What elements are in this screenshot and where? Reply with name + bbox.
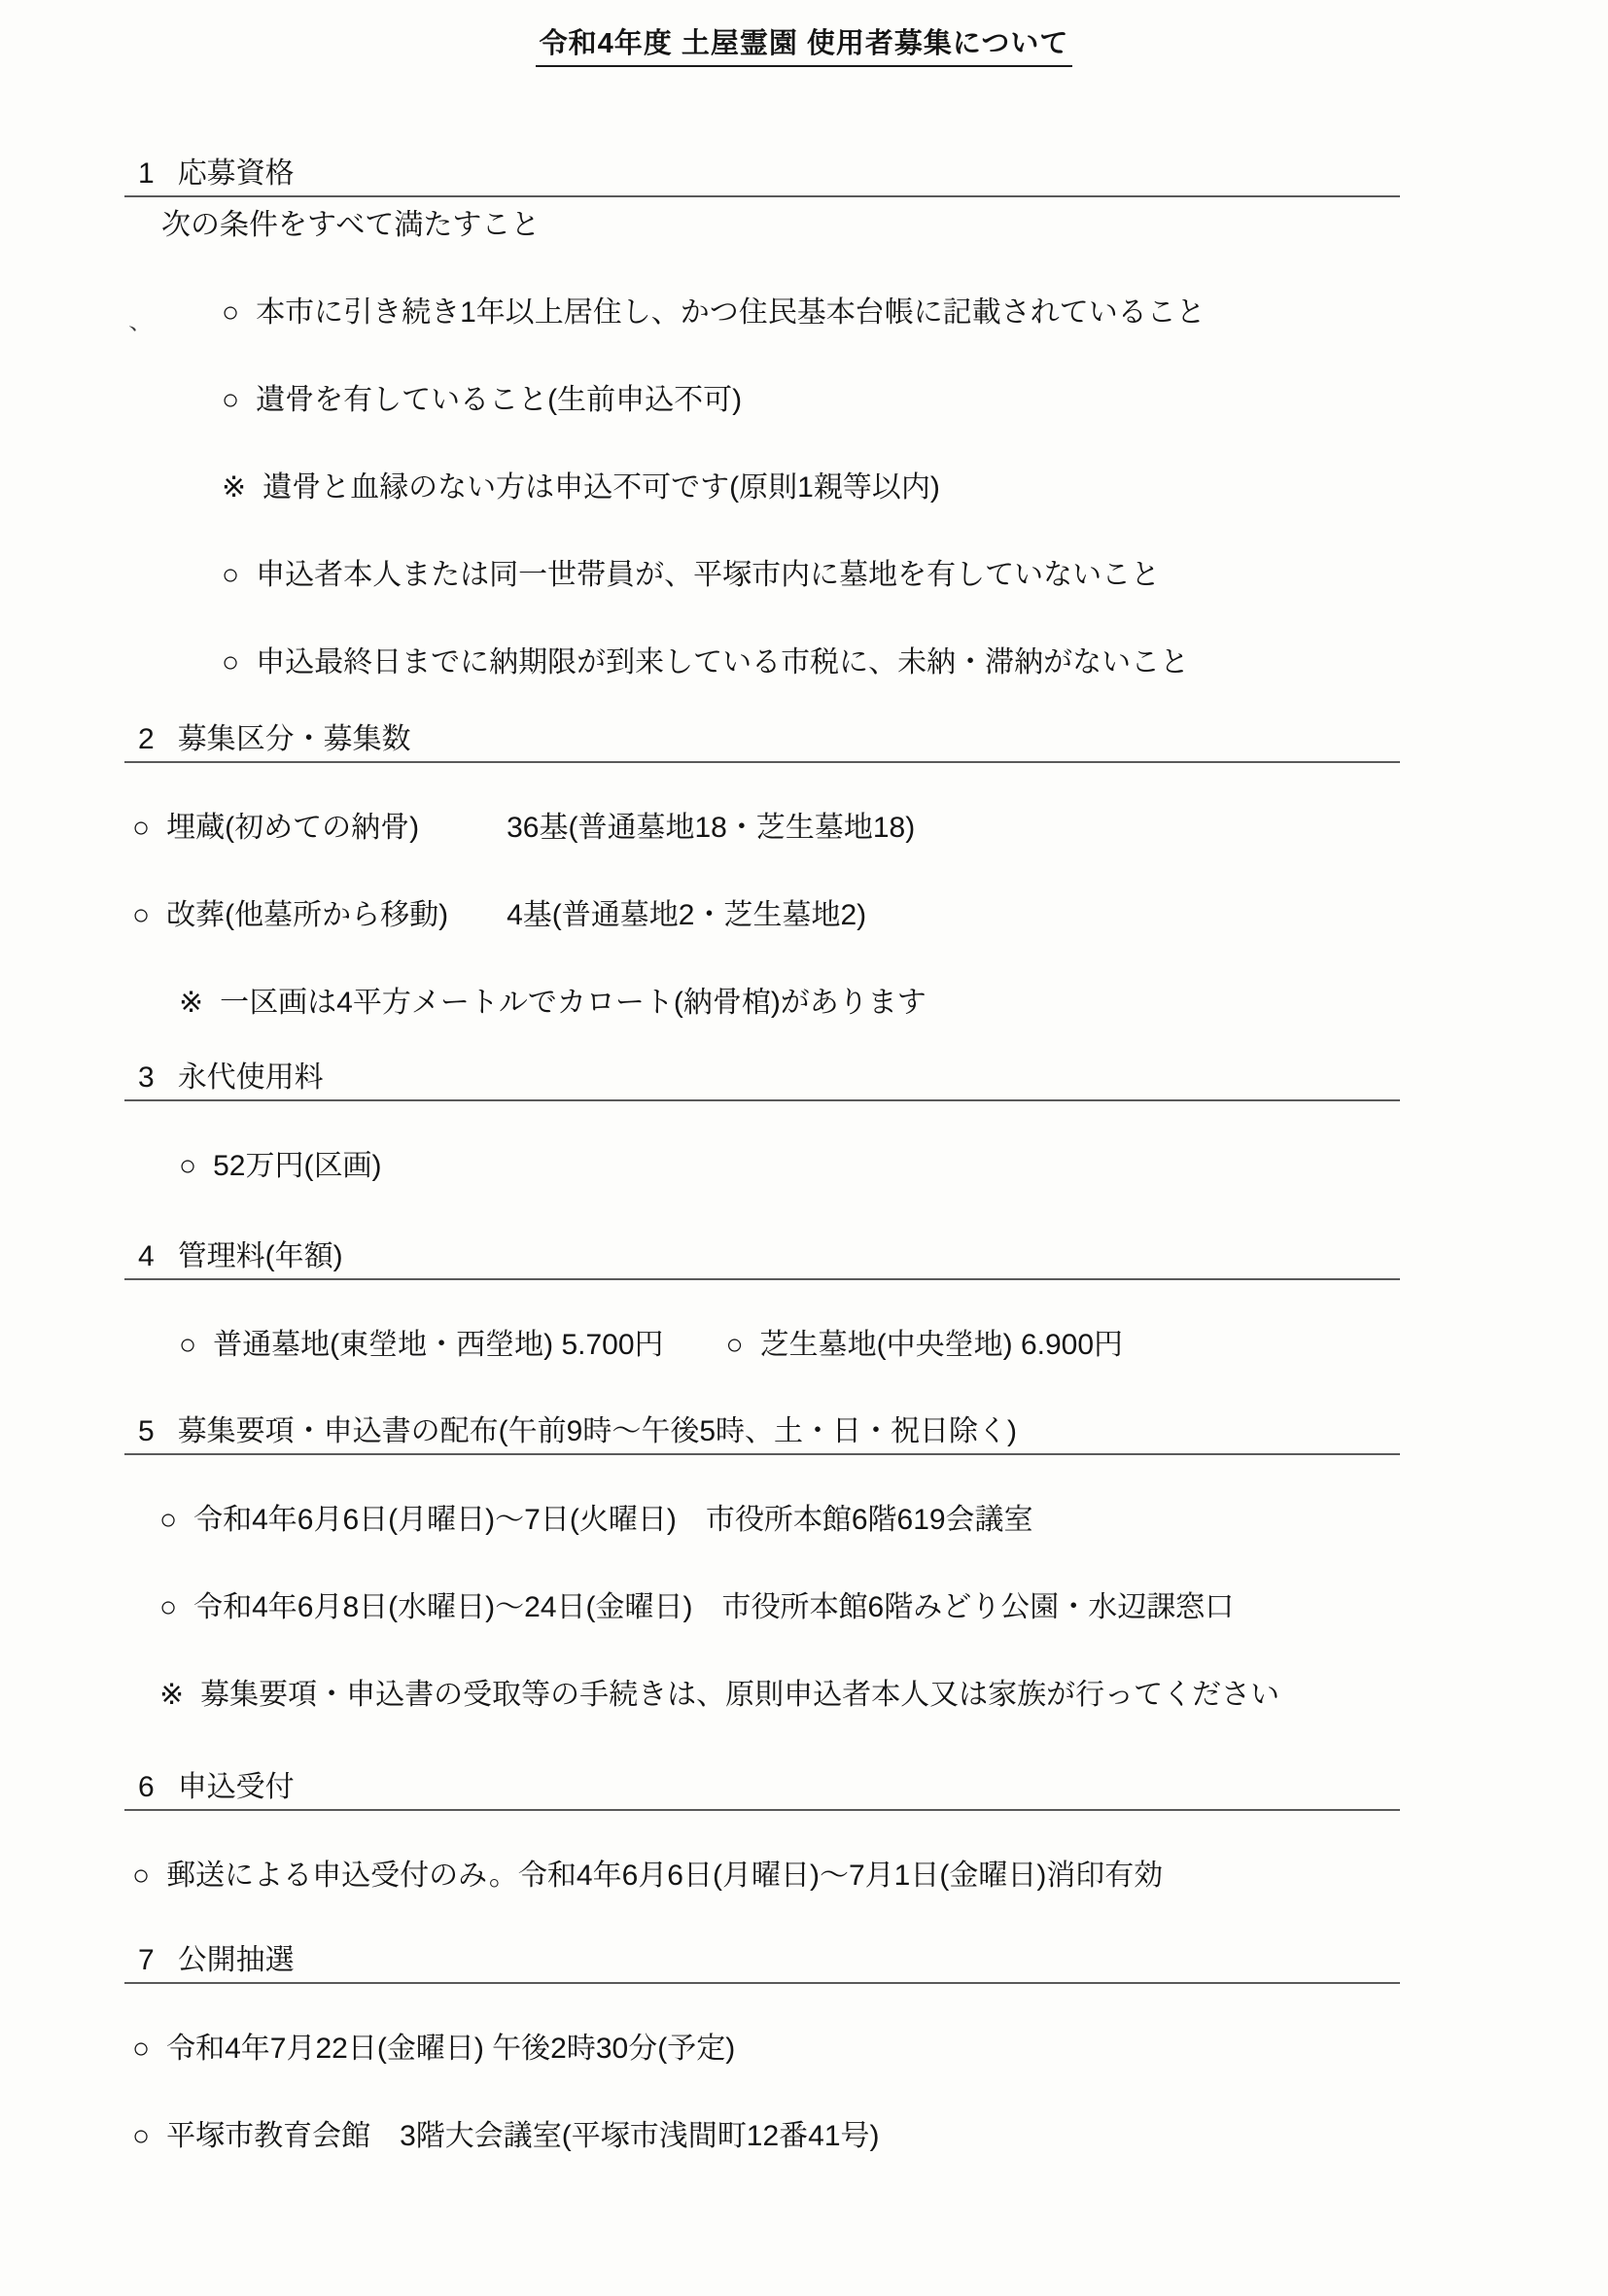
item-text: 一区画は4平方メートルでカロート(納骨棺)があります <box>220 987 926 1019</box>
section-number: 1 <box>138 157 155 190</box>
list-item <box>132 1860 1608 1893</box>
section-title: 永代使用料 <box>177 1061 324 1094</box>
list-item <box>222 471 1608 504</box>
document-title-text: 令和4年度 土屋霊園 使用者募集について <box>536 21 1073 67</box>
section-title: 募集要項・申込書の配布(午前9時～午後5時、土・日・祝日除く) <box>177 1415 1018 1447</box>
section-title: 応募資格 <box>177 157 295 190</box>
section-2 <box>0 722 1608 1020</box>
section-rule <box>124 1453 1400 1455</box>
section-4-heading <box>138 1239 1608 1274</box>
list-item <box>159 1679 1608 1712</box>
list-item <box>222 296 1608 330</box>
section-6 <box>0 1770 1608 1893</box>
note-marker: ※ <box>179 987 204 1019</box>
circle-marker: ○ <box>222 559 240 591</box>
circle-marker: ○ <box>179 1150 197 1182</box>
circle-marker: ○ <box>132 2033 151 2065</box>
list-item <box>132 899 1608 932</box>
note-marker: ※ <box>159 1679 185 1711</box>
section-number: 4 <box>138 1240 155 1272</box>
item-text: 埋蔵(初めての納骨) 36基(普通墓地18・芝生墓地18) <box>166 812 916 844</box>
circle-marker: ○ <box>179 1329 197 1361</box>
item-text: 平塚市教育会館 3階大会議室(平塚市浅間町12番41号) <box>166 2120 880 2152</box>
item-text: 令和4年6月8日(水曜日)～24日(金曜日) 市役所本館6階みどり公園・水辺課窓口 <box>193 1591 1235 1623</box>
list-item <box>132 2033 1608 2066</box>
section-3-heading <box>138 1061 1608 1096</box>
section-7 <box>0 1943 1608 2153</box>
section-6-heading <box>138 1770 1608 1805</box>
item-text: 本市に引き続き1年以上居住し、かつ住民基本台帳に記載されていること <box>256 296 1206 329</box>
section-5 <box>0 1414 1608 1712</box>
section-rule <box>124 1099 1400 1101</box>
list-item <box>159 1504 1608 1537</box>
section-3 <box>0 1061 1608 1183</box>
list-item <box>179 987 1608 1020</box>
section-1-heading <box>138 157 1608 191</box>
section-number: 7 <box>138 1944 155 1976</box>
section-number: 3 <box>138 1061 155 1094</box>
section-rule <box>124 1982 1400 1984</box>
item-text: 52万円(区画) <box>213 1150 382 1182</box>
section-1-intro: 次の条件をすべて満たすこと <box>161 209 541 241</box>
list-item <box>726 1329 1124 1362</box>
section-title: 申込受付 <box>177 1771 295 1803</box>
item-text: 令和4年7月22日(金曜日) 午後2時30分(予定) <box>166 2033 736 2065</box>
item-text: 募集要項・申込書の受取等の手続きは、原則申込者本人又は家族が行ってください <box>200 1679 1280 1711</box>
circle-marker: ○ <box>725 1329 744 1361</box>
item-text: 遺骨を有していること(生前申込不可) <box>256 384 743 416</box>
circle-marker: ○ <box>132 812 151 844</box>
section-number: 2 <box>138 723 155 755</box>
circle-marker: ○ <box>132 2120 151 2152</box>
circle-marker: ○ <box>222 296 240 329</box>
note-marker: ※ <box>222 471 247 504</box>
scan-artifact-mark: 、 <box>125 306 154 336</box>
document-title <box>0 21 1608 67</box>
section-number: 5 <box>138 1415 155 1447</box>
item-text: 遺骨と血縁のない方は申込不可です(原則1親等以内) <box>262 471 940 504</box>
section-5-heading <box>138 1414 1608 1449</box>
list-item <box>159 1591 1608 1624</box>
section-1 <box>0 157 1608 679</box>
section-rule <box>124 761 1400 763</box>
list-item <box>222 384 1608 417</box>
list-item <box>132 812 1608 845</box>
list-item <box>222 559 1608 592</box>
section-2-heading <box>138 722 1608 757</box>
fee-row <box>179 1329 1608 1362</box>
section-7-heading <box>138 1943 1608 1978</box>
circle-marker: ○ <box>132 1860 151 1892</box>
list-item <box>222 646 1608 679</box>
item-text: 申込最終日までに納期限が到来している市税に、未納・滞納がないこと <box>256 646 1190 678</box>
circle-marker: ○ <box>159 1504 178 1536</box>
section-number: 6 <box>138 1771 155 1803</box>
section-title: 募集区分・募集数 <box>177 723 411 755</box>
scanned-document-page <box>0 21 1608 2296</box>
item-text: 芝生墓地(中央塋地) 6.900円 <box>759 1329 1124 1361</box>
section-rule <box>124 1278 1400 1280</box>
item-text: 改葬(他墓所から移動) 4基(普通墓地2・芝生墓地2) <box>166 899 867 931</box>
item-text: 令和4年6月6日(月曜日)～7日(火曜日) 市役所本館6階619会議室 <box>193 1504 1033 1536</box>
section-4 <box>0 1239 1608 1362</box>
section-title: 公開抽選 <box>177 1944 295 1976</box>
section-rule <box>124 195 1400 197</box>
list-item <box>179 1329 664 1362</box>
item-text: 申込者本人または同一世帯員が、平塚市内に墓地を有していないこと <box>256 559 1161 591</box>
circle-marker: ○ <box>222 384 240 416</box>
list-item <box>179 1150 1608 1183</box>
circle-marker: ○ <box>159 1591 178 1623</box>
circle-marker: ○ <box>132 899 151 931</box>
circle-marker: ○ <box>222 646 240 678</box>
item-text: 普通墓地(東塋地・西塋地) 5.700円 <box>213 1329 664 1361</box>
item-text: 郵送による申込受付のみ。令和4年6月6日(月曜日)～7月1日(金曜日)消印有効 <box>166 1860 1164 1892</box>
section-title: 管理料(年額) <box>177 1240 343 1272</box>
list-item <box>132 2120 1608 2153</box>
section-rule <box>124 1809 1400 1811</box>
